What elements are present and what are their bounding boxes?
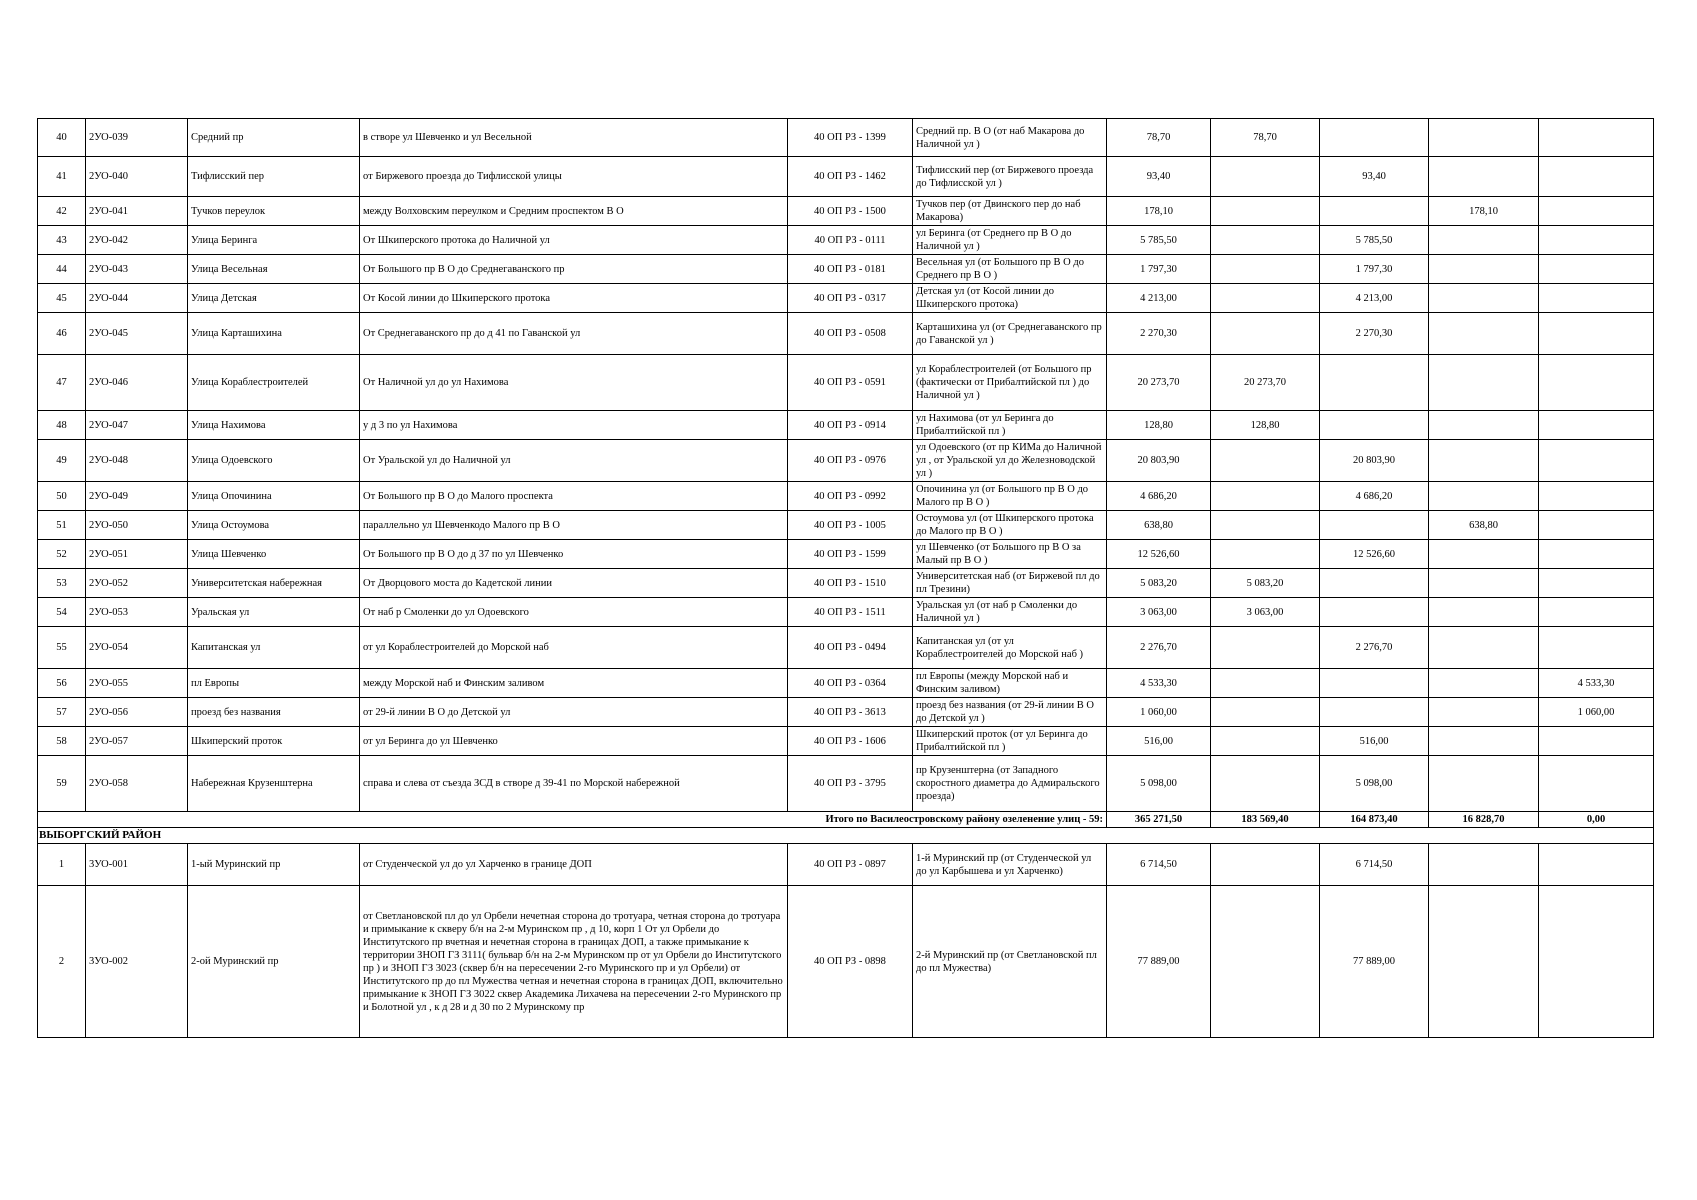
area-col2: 4 686,20 bbox=[1320, 482, 1429, 511]
area-col4 bbox=[1539, 756, 1654, 812]
location-description: От наб р Смоленки до ул Одоевского bbox=[360, 598, 788, 627]
object-code: 2УО-043 bbox=[86, 255, 188, 284]
street-full-name: Детская ул (от Косой линии до Шкиперского протока) bbox=[913, 284, 1107, 313]
area-col4 bbox=[1539, 313, 1654, 355]
object-code: 2УО-039 bbox=[86, 119, 188, 157]
row-number: 58 bbox=[38, 727, 86, 756]
street-full-name: Уральская ул (от наб р Смоленки до Наличной ул ) bbox=[913, 598, 1107, 627]
street-full-name: Университетская наб (от Биржевой пл до пл Трезини) bbox=[913, 569, 1107, 598]
area-col2: 1 797,30 bbox=[1320, 255, 1429, 284]
area-col4 bbox=[1539, 255, 1654, 284]
area-col4 bbox=[1539, 411, 1654, 440]
area-total: 77 889,00 bbox=[1107, 886, 1211, 1038]
area-col4 bbox=[1539, 119, 1654, 157]
table-row bbox=[38, 255, 1654, 284]
area-col3: 638,80 bbox=[1429, 511, 1539, 540]
area-col2 bbox=[1320, 698, 1429, 727]
area-total: 78,70 bbox=[1107, 119, 1211, 157]
area-col2: 20 803,90 bbox=[1320, 440, 1429, 482]
street-full-name: пр Крузенштерна (от Западного скоростного диаметра до Адмиральского проезда) bbox=[913, 756, 1107, 812]
street-full-name: ул Нахимова (от ул Беринга до Прибалтийской пл ) bbox=[913, 411, 1107, 440]
object-code: 2УО-044 bbox=[86, 284, 188, 313]
location-description: От Наличной ул до ул Нахимова bbox=[360, 355, 788, 411]
registry-number: 40 ОП РЗ - 0976 bbox=[788, 440, 913, 482]
object-code: 2УО-052 bbox=[86, 569, 188, 598]
table-row bbox=[38, 669, 1654, 698]
registry-number: 40 ОП РЗ - 1500 bbox=[788, 197, 913, 226]
area-col1 bbox=[1211, 440, 1320, 482]
area-total: 12 526,60 bbox=[1107, 540, 1211, 569]
street-full-name: ул Кораблестроителей (от Большого пр (фактически от Прибалтийской пл ) до Наличной ул ) bbox=[913, 355, 1107, 411]
area-col1: 20 273,70 bbox=[1211, 355, 1320, 411]
street-name: Улица Нахимова bbox=[188, 411, 360, 440]
street-full-name: проезд без названия (от 29-й линии В О до Детской ул ) bbox=[913, 698, 1107, 727]
object-code: 2УО-041 bbox=[86, 197, 188, 226]
row-number: 46 bbox=[38, 313, 86, 355]
area-col2: 2 276,70 bbox=[1320, 627, 1429, 669]
area-col2 bbox=[1320, 411, 1429, 440]
table-row bbox=[38, 157, 1654, 197]
row-number: 44 bbox=[38, 255, 86, 284]
district-title: ВЫБОРГСКИЙ РАЙОН bbox=[38, 828, 1654, 844]
area-col3 bbox=[1429, 756, 1539, 812]
street-name: 1-ый Муринский пр bbox=[188, 844, 360, 886]
area-col3 bbox=[1429, 698, 1539, 727]
location-description: от Биржевого проезда до Тифлисской улицы bbox=[360, 157, 788, 197]
street-full-name: Весельная ул (от Большого пр В О до Среднего пр В О ) bbox=[913, 255, 1107, 284]
location-description: от ул Кораблестроителей до Морской наб bbox=[360, 627, 788, 669]
total-blank bbox=[38, 812, 788, 828]
table-row bbox=[38, 698, 1654, 727]
object-code: 2УО-048 bbox=[86, 440, 188, 482]
area-col2 bbox=[1320, 669, 1429, 698]
area-col4 bbox=[1539, 157, 1654, 197]
total-col4: 0,00 bbox=[1539, 812, 1654, 828]
registry-number: 40 ОП РЗ - 1599 bbox=[788, 540, 913, 569]
location-description: между Морской наб и Финским заливом bbox=[360, 669, 788, 698]
area-total: 3 063,00 bbox=[1107, 598, 1211, 627]
table-row bbox=[38, 119, 1654, 157]
area-col1 bbox=[1211, 313, 1320, 355]
area-col2 bbox=[1320, 569, 1429, 598]
area-col2: 516,00 bbox=[1320, 727, 1429, 756]
table-row bbox=[38, 727, 1654, 756]
area-col1 bbox=[1211, 226, 1320, 255]
row-number: 59 bbox=[38, 756, 86, 812]
area-col3 bbox=[1429, 355, 1539, 411]
area-col3 bbox=[1429, 284, 1539, 313]
area-col4 bbox=[1539, 440, 1654, 482]
object-code: 2УО-057 bbox=[86, 727, 188, 756]
row-number: 52 bbox=[38, 540, 86, 569]
area-col1 bbox=[1211, 886, 1320, 1038]
street-name: Улица Остоумова bbox=[188, 511, 360, 540]
area-total: 4 533,30 bbox=[1107, 669, 1211, 698]
row-number: 51 bbox=[38, 511, 86, 540]
registry-number: 40 ОП РЗ - 3795 bbox=[788, 756, 913, 812]
area-col1 bbox=[1211, 669, 1320, 698]
street-name: Улица Беринга bbox=[188, 226, 360, 255]
street-full-name: Карташихина ул (от Среднегаванского пр до Гаванской ул ) bbox=[913, 313, 1107, 355]
row-number: 45 bbox=[38, 284, 86, 313]
street-name: Улица Шевченко bbox=[188, 540, 360, 569]
registry-number: 40 ОП РЗ - 0897 bbox=[788, 844, 913, 886]
area-col2: 5 098,00 bbox=[1320, 756, 1429, 812]
street-name: Улица Кораблестроителей bbox=[188, 355, 360, 411]
location-description: От Среднегаванского пр до д 41 по Гаванской ул bbox=[360, 313, 788, 355]
area-col3 bbox=[1429, 482, 1539, 511]
area-total: 5 785,50 bbox=[1107, 226, 1211, 255]
registry-number: 40 ОП РЗ - 1005 bbox=[788, 511, 913, 540]
location-description: От Дворцового моста до Кадетской линии bbox=[360, 569, 788, 598]
area-col1 bbox=[1211, 844, 1320, 886]
total-label: Итого по Василеостровскому району озеленение улиц - 59: bbox=[788, 812, 1107, 828]
table-row bbox=[38, 756, 1654, 812]
row-number: 55 bbox=[38, 627, 86, 669]
registry-number: 40 ОП РЗ - 1510 bbox=[788, 569, 913, 598]
area-total: 178,10 bbox=[1107, 197, 1211, 226]
area-col3 bbox=[1429, 727, 1539, 756]
area-total: 2 270,30 bbox=[1107, 313, 1211, 355]
area-col2 bbox=[1320, 598, 1429, 627]
area-col4: 4 533,30 bbox=[1539, 669, 1654, 698]
street-name: Средний пр bbox=[188, 119, 360, 157]
registry-number: 40 ОП РЗ - 1511 bbox=[788, 598, 913, 627]
row-number: 43 bbox=[38, 226, 86, 255]
row-number: 53 bbox=[38, 569, 86, 598]
table-row bbox=[38, 598, 1654, 627]
object-code: 2УО-051 bbox=[86, 540, 188, 569]
object-code: 2УО-053 bbox=[86, 598, 188, 627]
location-description: От Уральской ул до Наличной ул bbox=[360, 440, 788, 482]
registry-number: 40 ОП РЗ - 0914 bbox=[788, 411, 913, 440]
object-code: 2УО-045 bbox=[86, 313, 188, 355]
street-name: Улица Одоевского bbox=[188, 440, 360, 482]
area-col3 bbox=[1429, 569, 1539, 598]
total-row bbox=[38, 812, 1654, 828]
table-row bbox=[38, 482, 1654, 511]
area-col3 bbox=[1429, 255, 1539, 284]
registry-number: 40 ОП РЗ - 0111 bbox=[788, 226, 913, 255]
area-col3 bbox=[1429, 226, 1539, 255]
area-col2 bbox=[1320, 355, 1429, 411]
area-col3 bbox=[1429, 119, 1539, 157]
table-row bbox=[38, 844, 1654, 886]
street-full-name: 1-й Муринский пр (от Студенческой ул до ул Карбышева и ул Харченко) bbox=[913, 844, 1107, 886]
row-number: 56 bbox=[38, 669, 86, 698]
area-col1 bbox=[1211, 511, 1320, 540]
area-total: 638,80 bbox=[1107, 511, 1211, 540]
area-col2: 77 889,00 bbox=[1320, 886, 1429, 1038]
area-col1 bbox=[1211, 540, 1320, 569]
street-name: Улица Опочинина bbox=[188, 482, 360, 511]
street-name: Набережная Крузенштерна bbox=[188, 756, 360, 812]
row-number: 40 bbox=[38, 119, 86, 157]
location-description: в створе ул Шевченко и ул Весельной bbox=[360, 119, 788, 157]
area-col4 bbox=[1539, 482, 1654, 511]
row-number: 54 bbox=[38, 598, 86, 627]
location-description: от ул Беринга до ул Шевченко bbox=[360, 727, 788, 756]
table-row bbox=[38, 540, 1654, 569]
location-description: От Большого пр В О до Малого проспекта bbox=[360, 482, 788, 511]
street-name: Улица Карташихина bbox=[188, 313, 360, 355]
data-table bbox=[37, 118, 1654, 1038]
area-col2: 93,40 bbox=[1320, 157, 1429, 197]
street-name: Улица Детская bbox=[188, 284, 360, 313]
location-description: справа и слева от съезда ЗСД в створе д 39-41 по Морской набережной bbox=[360, 756, 788, 812]
registry-number: 40 ОП РЗ - 0508 bbox=[788, 313, 913, 355]
object-code: 2УО-042 bbox=[86, 226, 188, 255]
street-full-name: Опочинина ул (от Большого пр В О до Малого пр В О ) bbox=[913, 482, 1107, 511]
object-code: 2УО-058 bbox=[86, 756, 188, 812]
area-total: 1 060,00 bbox=[1107, 698, 1211, 727]
area-col1: 5 083,20 bbox=[1211, 569, 1320, 598]
object-code: 2УО-047 bbox=[86, 411, 188, 440]
table-row bbox=[38, 313, 1654, 355]
area-col1 bbox=[1211, 255, 1320, 284]
area-col4: 1 060,00 bbox=[1539, 698, 1654, 727]
location-description: От Большого пр В О до Среднегаванского пр bbox=[360, 255, 788, 284]
area-col3 bbox=[1429, 886, 1539, 1038]
object-code: 2УО-056 bbox=[86, 698, 188, 727]
registry-number: 40 ОП РЗ - 0181 bbox=[788, 255, 913, 284]
area-total: 1 797,30 bbox=[1107, 255, 1211, 284]
registry-number: 40 ОП РЗ - 1399 bbox=[788, 119, 913, 157]
area-col1 bbox=[1211, 727, 1320, 756]
registry-number: 40 ОП РЗ - 1606 bbox=[788, 727, 913, 756]
total-col2: 164 873,40 bbox=[1320, 812, 1429, 828]
area-col1: 3 063,00 bbox=[1211, 598, 1320, 627]
area-col1 bbox=[1211, 698, 1320, 727]
location-description: параллельно ул Шевченкодо Малого пр В О bbox=[360, 511, 788, 540]
area-col3 bbox=[1429, 157, 1539, 197]
row-number: 49 bbox=[38, 440, 86, 482]
object-code: 2УО-046 bbox=[86, 355, 188, 411]
area-col3 bbox=[1429, 540, 1539, 569]
area-total: 20 273,70 bbox=[1107, 355, 1211, 411]
area-col1: 78,70 bbox=[1211, 119, 1320, 157]
location-description: у д 3 по ул Нахимова bbox=[360, 411, 788, 440]
area-col2 bbox=[1320, 197, 1429, 226]
area-col4 bbox=[1539, 284, 1654, 313]
registry-number: 40 ОП РЗ - 1462 bbox=[788, 157, 913, 197]
street-full-name: 2-й Муринский пр (от Светлановской пл до пл Мужества) bbox=[913, 886, 1107, 1038]
location-description: От Косой линии до Шкиперского протока bbox=[360, 284, 788, 313]
location-description: от Студенческой ул до ул Харченко в границе ДОП bbox=[360, 844, 788, 886]
row-number: 1 bbox=[38, 844, 86, 886]
table-row bbox=[38, 627, 1654, 669]
area-total: 128,80 bbox=[1107, 411, 1211, 440]
registry-number: 40 ОП РЗ - 0898 bbox=[788, 886, 913, 1038]
object-code: 2УО-040 bbox=[86, 157, 188, 197]
area-total: 4 213,00 bbox=[1107, 284, 1211, 313]
table-row bbox=[38, 569, 1654, 598]
table-row bbox=[38, 197, 1654, 226]
area-total: 2 276,70 bbox=[1107, 627, 1211, 669]
area-col1 bbox=[1211, 197, 1320, 226]
table-row bbox=[38, 411, 1654, 440]
street-name: Тифлисский пер bbox=[188, 157, 360, 197]
street-name: Улица Весельная bbox=[188, 255, 360, 284]
street-name: Уральская ул bbox=[188, 598, 360, 627]
area-total: 5 098,00 bbox=[1107, 756, 1211, 812]
area-col4 bbox=[1539, 355, 1654, 411]
area-col4 bbox=[1539, 569, 1654, 598]
registry-number: 40 ОП РЗ - 0992 bbox=[788, 482, 913, 511]
total-col1: 183 569,40 bbox=[1211, 812, 1320, 828]
area-col4 bbox=[1539, 844, 1654, 886]
street-full-name: Средний пр. В О (от наб Макарова до Наличной ул ) bbox=[913, 119, 1107, 157]
area-col3 bbox=[1429, 669, 1539, 698]
street-name: 2-ой Муринский пр bbox=[188, 886, 360, 1038]
area-total: 93,40 bbox=[1107, 157, 1211, 197]
registry-number: 40 ОП РЗ - 0364 bbox=[788, 669, 913, 698]
area-total: 516,00 bbox=[1107, 727, 1211, 756]
street-name: Университетская набережная bbox=[188, 569, 360, 598]
area-total: 5 083,20 bbox=[1107, 569, 1211, 598]
area-total: 6 714,50 bbox=[1107, 844, 1211, 886]
area-col1 bbox=[1211, 157, 1320, 197]
registry-number: 40 ОП РЗ - 0591 bbox=[788, 355, 913, 411]
area-col3 bbox=[1429, 411, 1539, 440]
street-full-name: ул Беринга (от Среднего пр В О до Наличной ул ) bbox=[913, 226, 1107, 255]
area-col2: 12 526,60 bbox=[1320, 540, 1429, 569]
area-total: 20 803,90 bbox=[1107, 440, 1211, 482]
street-full-name: Тучков пер (от Двинского пер до наб Макарова) bbox=[913, 197, 1107, 226]
total-area: 365 271,50 bbox=[1107, 812, 1211, 828]
table-row bbox=[38, 284, 1654, 313]
area-col3 bbox=[1429, 844, 1539, 886]
object-code: 2УО-054 bbox=[86, 627, 188, 669]
area-col1: 128,80 bbox=[1211, 411, 1320, 440]
row-number: 57 bbox=[38, 698, 86, 727]
area-col2: 5 785,50 bbox=[1320, 226, 1429, 255]
table-row bbox=[38, 511, 1654, 540]
area-col1 bbox=[1211, 756, 1320, 812]
table-row bbox=[38, 440, 1654, 482]
object-code: 3УО-001 bbox=[86, 844, 188, 886]
registry-number: 40 ОП РЗ - 3613 bbox=[788, 698, 913, 727]
area-col4 bbox=[1539, 540, 1654, 569]
location-description: От Шкиперского протока до Наличной ул bbox=[360, 226, 788, 255]
area-col4 bbox=[1539, 886, 1654, 1038]
area-col2: 6 714,50 bbox=[1320, 844, 1429, 886]
area-col3 bbox=[1429, 627, 1539, 669]
area-col1 bbox=[1211, 482, 1320, 511]
street-full-name: ул Одоевского (от пр КИМа до Наличной ул , от Уральской ул до Железноводской ул ) bbox=[913, 440, 1107, 482]
street-full-name: Остоумова ул (от Шкиперского протока до Малого пр В О ) bbox=[913, 511, 1107, 540]
area-col2: 4 213,00 bbox=[1320, 284, 1429, 313]
area-col2: 2 270,30 bbox=[1320, 313, 1429, 355]
district-row bbox=[38, 828, 1654, 844]
row-number: 48 bbox=[38, 411, 86, 440]
row-number: 2 bbox=[38, 886, 86, 1038]
street-name: пл Европы bbox=[188, 669, 360, 698]
row-number: 42 bbox=[38, 197, 86, 226]
area-col4 bbox=[1539, 727, 1654, 756]
row-number: 41 bbox=[38, 157, 86, 197]
area-col3 bbox=[1429, 598, 1539, 627]
area-col3: 178,10 bbox=[1429, 197, 1539, 226]
street-name: проезд без названия bbox=[188, 698, 360, 727]
location-description: От Большого пр В О до д 37 по ул Шевченко bbox=[360, 540, 788, 569]
street-full-name: Капитанская ул (от ул Кораблестроителей до Морской наб ) bbox=[913, 627, 1107, 669]
row-number: 50 bbox=[38, 482, 86, 511]
location-description: между Волховским переулком и Средним проспектом В О bbox=[360, 197, 788, 226]
street-name: Капитанская ул bbox=[188, 627, 360, 669]
area-col2 bbox=[1320, 511, 1429, 540]
table-row bbox=[38, 886, 1654, 1038]
street-full-name: Тифлисский пер (от Биржевого проезда до Тифлисской ул ) bbox=[913, 157, 1107, 197]
area-col4 bbox=[1539, 511, 1654, 540]
object-code: 3УО-002 bbox=[86, 886, 188, 1038]
area-col3 bbox=[1429, 313, 1539, 355]
location-description: от Светлановской пл до ул Орбели нечетная сторона до тротуара, четная сторона до тротуара и примыкание к скверу б/н на 2-м Муринском пр , д 10, корп 1 От ул Орбели до Институтского пр вчетная и нечетная сторона в границах ДОП, а также примыкание к территории ЗНОП ГЗ 3111( бульвар б/н на 2-м Муринском пр от ул Орбели до Институтского пр ) и ЗНОП ГЗ 3023 (сквер б/н на пересечении 2-го Муринского пр и ул Орбели) от Институтского пр до пл Мужества четная и нечетная сторона в границах ДОП, включительно примыкание к ЗНОП ГЗ 3022 сквер Академика Лихачева на пересечении 2-го Муринского пр и Болотной ул , к д 28 и д 30 по 2 Муринскому пр bbox=[360, 886, 788, 1038]
street-name: Шкиперский проток bbox=[188, 727, 360, 756]
area-col4 bbox=[1539, 598, 1654, 627]
registry-number: 40 ОП РЗ - 0494 bbox=[788, 627, 913, 669]
table-row bbox=[38, 355, 1654, 411]
area-total: 4 686,20 bbox=[1107, 482, 1211, 511]
street-full-name: ул Шевченко (от Большого пр В О за Малый пр В О ) bbox=[913, 540, 1107, 569]
object-code: 2УО-049 bbox=[86, 482, 188, 511]
street-full-name: пл Европы (между Морской наб и Финским заливом) bbox=[913, 669, 1107, 698]
area-col4 bbox=[1539, 226, 1654, 255]
area-col2 bbox=[1320, 119, 1429, 157]
object-code: 2УО-055 bbox=[86, 669, 188, 698]
total-col3: 16 828,70 bbox=[1429, 812, 1539, 828]
area-col1 bbox=[1211, 284, 1320, 313]
area-col3 bbox=[1429, 440, 1539, 482]
object-code: 2УО-050 bbox=[86, 511, 188, 540]
registry-number: 40 ОП РЗ - 0317 bbox=[788, 284, 913, 313]
location-description: от 29-й линии В О до Детской ул bbox=[360, 698, 788, 727]
area-col4 bbox=[1539, 197, 1654, 226]
table-row bbox=[38, 226, 1654, 255]
street-full-name: Шкиперский проток (от ул Беринга до Прибалтийской пл ) bbox=[913, 727, 1107, 756]
area-col1 bbox=[1211, 627, 1320, 669]
area-col4 bbox=[1539, 627, 1654, 669]
street-name: Тучков переулок bbox=[188, 197, 360, 226]
row-number: 47 bbox=[38, 355, 86, 411]
